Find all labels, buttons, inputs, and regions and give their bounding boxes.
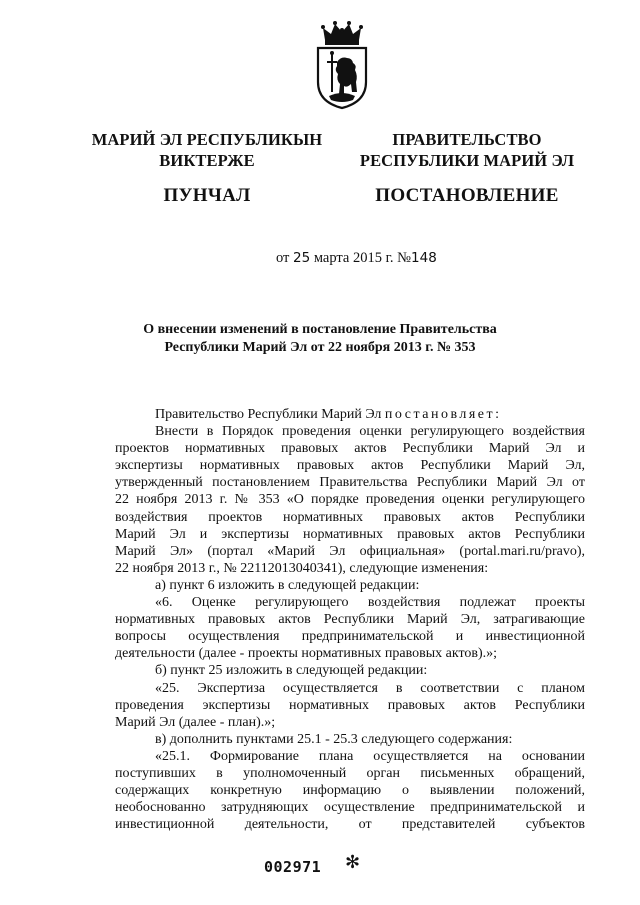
body-line: 22 ноября 2013 г., № 22112013040341), следующие изменения: (115, 560, 489, 576)
coat-of-arms-emblem (311, 18, 373, 110)
title-line1: О внесении изменений в постановление Правительства (143, 322, 497, 337)
header-right-russian (342, 129, 592, 208)
intro-decree-word: постановляет: (384, 407, 502, 422)
body-line: вопросы осуществления предпринимательской и инвестиционной (115, 629, 585, 645)
body-line: Марий Эл» (портал «Марий Эл официальная» (portal.mari.ru/pravo), (115, 543, 585, 559)
item-a-heading: а) пункт 6 изложить в следующей редакции: (155, 577, 420, 593)
body-line: утвержденный постановлением Правительства Республики Марий Эл от (115, 475, 585, 491)
body-line: «25.1. Формирование плана осуществляется на основании (155, 748, 585, 764)
item-v-heading: в) дополнить пунктами 25.1 - 25.3 следующего содержания: (155, 731, 513, 747)
body-line: Марий Эл и экспертизы нормативных правовых актов Республики (115, 526, 585, 542)
asterisk-mark: ✻ (345, 852, 361, 873)
body-line: деятельности (далее - проекты нормативных правовых актов).»; (115, 646, 498, 662)
header-left-doc-type: ПУНЧАЛ (163, 185, 251, 206)
title-line2: Республики Марий Эл от 22 ноября 2013 г. № 353 (164, 340, 476, 355)
item-b-heading: б) пункт 25 изложить в следующей редакции: (155, 663, 428, 679)
date-month-year: марта 2015 г. № (313, 250, 412, 266)
header-right-doc-type: ПОСТАНОВЛЕНИЕ (375, 185, 559, 206)
body-line: Марий Эл (далее - план).»; (115, 714, 276, 730)
body-line: воздействия проектов нормативных правовых актов Республики (115, 509, 585, 525)
body-line: Внести в Порядок проведения оценки регулирующего воздействия (155, 424, 585, 440)
intro-text: Правительство Республики Марий Эл (155, 407, 382, 422)
body-line: содержащих конкретную информацию о выявлении положений, (115, 783, 585, 799)
body-line: необоснованно затрудняющих осуществление предпринимательской и (115, 800, 585, 816)
header-right-line2: РЕСПУБЛИКИ МАРИЙ ЭЛ (359, 151, 575, 170)
document-dateline (276, 248, 437, 268)
body-line: «25. Экспертиза осуществляется в соответствии с планом (155, 680, 585, 696)
body-line: экспертизы нормативных правовых актов Республики Марий Эл, (115, 458, 585, 474)
document-title (100, 321, 540, 357)
date-prefix: от (276, 250, 290, 266)
body-line: проведения экспертизы нормативных правовых актов Республики (115, 697, 585, 713)
body-line: 22 ноября 2013 г. № 353 «О порядке проведения оценки регулирующего (115, 492, 585, 508)
body-line: инвестиционной деятельности, от представителей субъектов (115, 817, 585, 833)
document-body (115, 406, 585, 833)
date-day: 25 (293, 250, 311, 266)
body-line: поступивших в уполномоченный орган письменных обращений, (115, 765, 585, 781)
header-right-line1: ПРАВИТЕЛЬСТВО (392, 130, 542, 149)
header-left-line2: ВИКТЕРЖЕ (159, 151, 255, 170)
body-line: проектов нормативных правовых актов Республики Марий Эл и (115, 441, 585, 457)
body-line: «6. Оценке регулирующего воздействия подлежат проекты (155, 595, 585, 611)
body-line: нормативных правовых актов Республики Марий Эл, затрагивающие (115, 612, 585, 628)
header-left-line1: МАРИЙ ЭЛ РЕСПУБЛИКЫН (91, 130, 323, 149)
header-left-mari (82, 129, 332, 208)
serial-number: 002971 (264, 858, 322, 876)
document-number: 148 (411, 250, 437, 266)
body-intro (115, 406, 585, 423)
